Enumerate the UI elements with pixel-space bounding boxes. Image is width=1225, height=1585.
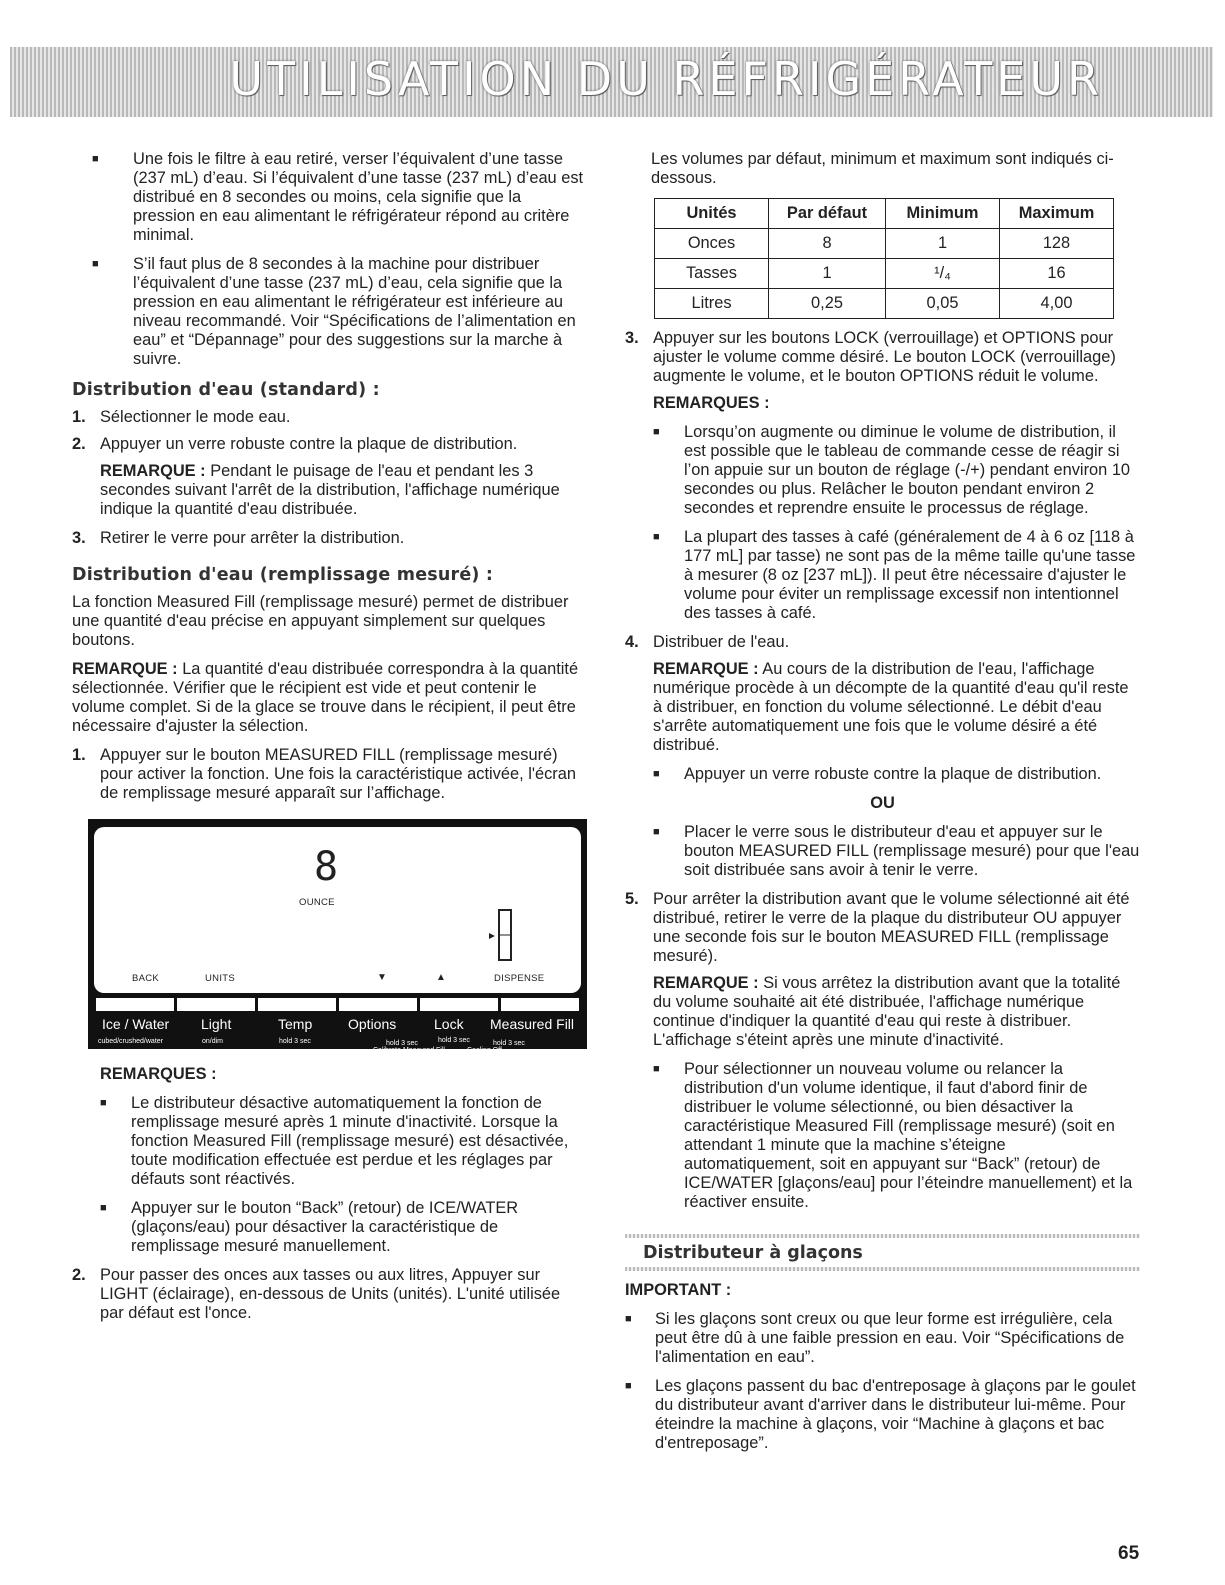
measured-fill-sublabel: hold 3 sec xyxy=(493,1040,525,1047)
remark-bullet: ■ La plupart des tasses à café (généralement de 4 à 6 oz [118 à 177 mL] par tasse) ne sont pas de la même taille qu'une tasse à mesurer (8 oz [237 mL]). Il peut être nécessaire d'ajuster le volume pour éviter un remplissage excessif non intentionnel des tasses à café. xyxy=(625,528,1140,623)
right-column xyxy=(625,150,1140,1463)
step-item xyxy=(625,890,1140,966)
note-label: REMARQUE : xyxy=(72,660,178,678)
step-item xyxy=(625,329,1140,386)
note-label: REMARQUE : xyxy=(653,660,759,678)
paragraph: La fonction Measured Fill (remplissage mesuré) permet de distribuer une quantité d'eau précise en appuyant simplement sur quelques boutons. xyxy=(72,593,569,649)
table-cell: 1 xyxy=(886,229,1000,259)
table-cell: 8 xyxy=(769,229,886,259)
lock-sublabel: hold 3 sec xyxy=(438,1037,470,1044)
step-text: Distribuer de l'eau. xyxy=(653,633,790,651)
calibrate-sublabel: Calibrate Measured Fill xyxy=(373,1047,445,1054)
dispense-option-bullet: ■ Placer le verre sous le distributeur d'eau et appuyer sur le bouton MEASURED FILL (remplissage mesuré) pour que l'eau soit distribuée sans avoir à tenir le verre. xyxy=(625,823,1140,880)
remark-bullet: ■ Le distributeur désactive automatiquement la fonction de remplissage mesuré après 1 minute d'inactivité. Lorsque la fonction Measured Fill (remplissage mesuré) est désactivée, toute modification effectuée est perdue et les réglages par défauts sont réactivés. xyxy=(72,1094,587,1189)
table-row xyxy=(655,289,1114,319)
up-arrow-icon: ▲ xyxy=(436,972,447,983)
step-number: 3. xyxy=(72,529,86,547)
cooling-off-sublabel: Cooling Off xyxy=(467,1047,502,1054)
step-item xyxy=(72,1266,587,1323)
lock-button[interactable] xyxy=(420,998,498,1011)
step-item xyxy=(72,746,587,803)
important-bullet: ■ Si les glaçons sont creux ou que leur forme est irrégulière, cela peut être dû à une faible pression en eau. Voir “Spécifications de l'alimentation en eau”. xyxy=(625,1310,1140,1367)
or-separator: OU xyxy=(870,794,895,812)
important-label: IMPORTANT : xyxy=(625,1281,732,1299)
table-cell: 0,25 xyxy=(769,289,886,319)
display-screen xyxy=(94,827,581,993)
table-header-row xyxy=(655,199,1114,229)
options-label: Options xyxy=(348,1016,397,1032)
measured-fill-label: Measured Fill xyxy=(490,1016,575,1032)
fill-gauge-icon xyxy=(489,907,519,963)
note-text: Au cours de la distribution de l'eau, l'affichage numérique procède à un décompte de la quantité d'eau qu'il reste à distribuer, en fonction du volume sélectionné. Le débit d'eau s'arrête automatiquement une fois que le volume désiré a été distribué. xyxy=(653,660,1129,754)
units-label: UNITS xyxy=(205,973,235,984)
table-intro: Les volumes par défaut, minimum et maximum sont indiqués ci-dessous. xyxy=(651,150,1114,187)
important-bullet: ■ Les glaçons passent du bac d'entreposage à glaçons par le goulet du distributeur avant d'arriver dans le distributeur lui-même. Pour éteindre la machine à glaçons, voir “Machine à glaçons et bac d'entreposage”. xyxy=(625,1377,1140,1453)
step-text: Appuyer sur les boutons LOCK (verrouillage) et OPTIONS pour ajuster le volume comme désiré. Le bouton LOCK (verrouillage) augmente le volume, et le bouton OPTIONS réduit le volume. xyxy=(653,329,1116,385)
table-row xyxy=(655,229,1114,259)
table-header: Unités xyxy=(655,199,769,229)
unit-label: OUNCE xyxy=(299,897,335,908)
step-text: Appuyer sur le bouton MEASURED FILL (remplissage mesuré) pour activer la fonction. Une fois la caractéristique activée, l'écran de remplissage mesuré apparaît sur l’affichage. xyxy=(100,746,576,802)
table-header: Minimum xyxy=(886,199,1000,229)
note-text: Si vous arrêtez la distribution avant que la totalité du volume souhaité ait été distribuée, l'affichage numérique continue d'indiquer la quantité d'eau qui reste à distribuer. L'affichage s'éteint après une minute d'inactivité. xyxy=(653,974,1121,1049)
note-text: Pendant le puisage de l'eau et pendant les 3 secondes suivant l'arrêt de la distribution, l'affichage numérique indique la quantité d'eau distribuée. xyxy=(100,462,560,518)
step-item xyxy=(72,435,587,454)
light-button[interactable] xyxy=(177,998,255,1011)
temp-button[interactable] xyxy=(258,998,336,1011)
table-cell: 1 xyxy=(769,259,886,289)
section-heading-ice-dispenser: Distributeur à glaçons xyxy=(625,1234,1140,1271)
step-number: 1. xyxy=(72,408,86,426)
step-number: 2. xyxy=(72,435,86,453)
down-arrow-icon: ▼ xyxy=(377,972,388,983)
intro-bullet: ■ Une fois le filtre à eau retiré, verser l’équivalent d’une tasse (237 mL) d’eau. Si l’équivalent d’une tasse (237 mL) d’eau est distribué en 8 secondes ou moins, cela signifie que la pression en eau alimentant le réfrigérateur répond au critère minimal. xyxy=(72,150,587,245)
ice-water-button[interactable] xyxy=(96,998,174,1011)
dispense-option-bullet: ■ Appuyer un verre robuste contre la plaque de distribution. xyxy=(625,765,1140,784)
table-cell: 0,05 xyxy=(886,289,1000,319)
table-cell: Litres xyxy=(655,289,769,319)
step-number: 4. xyxy=(625,633,639,651)
volume-table xyxy=(654,198,1114,319)
table-cell: 4,00 xyxy=(1000,289,1114,319)
table-row xyxy=(655,259,1114,289)
page-title: UTILISATION DU RÉFRIGÉRATEUR xyxy=(229,52,1103,106)
table-cell: 16 xyxy=(1000,259,1114,289)
table-cell: Tasses xyxy=(655,259,769,289)
measured-fill-button[interactable] xyxy=(501,998,579,1011)
ice-water-sublabel: cubed/crushed/water xyxy=(98,1038,163,1045)
intro-bullet: ■ S’il faut plus de 8 secondes à la machine pour distribuer l’équivalent d’une tasse (237 mL) d’eau, cela signifie que la pression en eau alimentant le réfrigérateur est inférieure au niveau recommandé. Voir “Spécifications de l’alimentation en eau” et “Dépannage” pour des suggestions sur la marche à suivre. xyxy=(72,255,587,369)
light-sublabel: on/dim xyxy=(202,1038,224,1045)
back-label: BACK xyxy=(132,973,160,984)
note xyxy=(72,660,587,736)
step-item xyxy=(72,529,587,548)
left-column xyxy=(72,150,587,1331)
step-text: Pour passer des onces aux tasses ou aux litres, Appuyer sur LIGHT (éclairage), en-dessous de Units (unités). L'unité utilisée par défaut est l'once. xyxy=(100,1266,561,1322)
table-header: Par défaut xyxy=(769,199,886,229)
remarques-heading: REMARQUES : xyxy=(100,1065,217,1083)
page-banner xyxy=(10,47,1213,117)
step-number: 3. xyxy=(625,329,639,347)
step-number: 1. xyxy=(72,746,86,764)
page-number: 65 xyxy=(1118,1543,1140,1564)
table-cell: Onces xyxy=(655,229,769,259)
remark-bullet: ■ Appuyer sur le bouton “Back” (retour) de ICE/WATER (glaçons/eau) pour désactiver la caractéristique de remplissage mesuré manuellement. xyxy=(72,1199,587,1256)
note-label: REMARQUE : xyxy=(100,462,206,480)
section-heading-measured: Distribution d'eau (remplissage mesuré) : xyxy=(72,565,494,585)
note xyxy=(72,462,587,519)
note xyxy=(625,660,1140,755)
step-number: 5. xyxy=(625,890,639,908)
note-text: La quantité d'eau distribuée correspondra à la quantité sélectionnée. Vérifier que le récipient est vide et peut contenir le volume complet. Si de la glace se trouve dans le récipient, il peut être nécessaire d'ajuster la sélection. xyxy=(72,660,579,735)
options-button[interactable] xyxy=(339,998,417,1011)
remark-bullet: ■ Lorsqu’on augmente ou diminue le volume de distribution, il est possible que le tableau de commande cesse de réagir si l’on appuie sur un bouton de réglage (-/+) pendant environ 10 secondes ou plus. Relâcher le bouton pendant environ 2 secondes et reprendre ensuite le processus de réglage. xyxy=(625,423,1140,518)
remarques-heading: REMARQUES : xyxy=(653,394,770,412)
step-item xyxy=(625,633,1140,652)
temp-sublabel: hold 3 sec xyxy=(279,1038,311,1045)
note xyxy=(625,974,1140,1050)
light-label: Light xyxy=(201,1016,232,1032)
temp-label: Temp xyxy=(278,1016,313,1032)
step-text: Retirer le verre pour arrêter la distribution. xyxy=(100,529,405,547)
table-cell: ¹/₄ xyxy=(886,259,1000,289)
step-text: Sélectionner le mode eau. xyxy=(100,408,291,426)
options-sublabel: hold 3 sec xyxy=(386,1040,418,1047)
step-item xyxy=(72,408,587,427)
note-label: REMARQUE : xyxy=(653,974,759,992)
table-cell: 128 xyxy=(1000,229,1114,259)
dispenser-control-panel xyxy=(88,819,587,1054)
volume-digit: 8 xyxy=(314,844,339,890)
remark-bullet: ■ Pour sélectionner un nouveau volume ou relancer la distribution d'un volume identique, il faut d'abord finir de distribuer le volume sélectionné, ou bien désactiver la caractéristique Measured Fill (remplissage mesuré) (soit en attendant 1 minute que la machine s’éteigne automatiquement, soit en appuyant sur “Back” (retour) de ICE/WATER [glaçons/eau] pour l’éteindre manuellement) et la réactiver ensuite. xyxy=(625,1060,1140,1212)
ice-water-label: Ice / Water xyxy=(102,1016,170,1032)
lock-label: Lock xyxy=(434,1016,464,1032)
table-header: Maximum xyxy=(1000,199,1114,229)
step-text: Appuyer un verre robuste contre la plaque de distribution. xyxy=(100,435,518,453)
dispense-label: DISPENSE xyxy=(494,973,545,984)
step-number: 2. xyxy=(72,1266,86,1284)
panel-button-row xyxy=(96,998,579,1011)
section-heading-standard: Distribution d'eau (standard) : xyxy=(72,380,380,400)
step-text: Pour arrêter la distribution avant que le volume sélectionné ait été distribué, retirer le verre de la plaque du distributeur OU appuyer une seconde fois sur le bouton MEASURED FILL (remplissage mesuré). xyxy=(653,890,1130,965)
